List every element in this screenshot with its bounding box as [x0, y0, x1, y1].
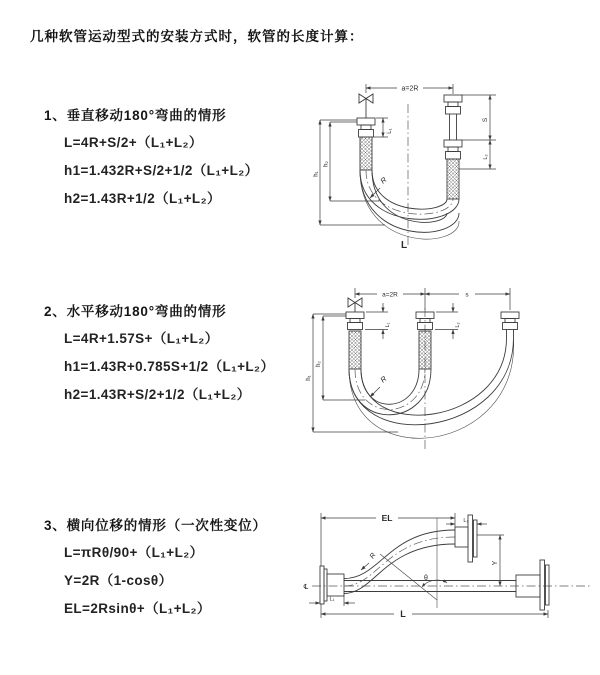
formula-h2: h2=1.43R+S/2+1/2（L₁+L₂） [64, 387, 251, 402]
dim-label-total-length: L [400, 240, 408, 251]
section-2-heading: 2、水平移动180°弯曲的情形 [44, 304, 227, 319]
dim-l1 [365, 303, 391, 339]
dim-l [321, 604, 548, 619]
dim-l1 [374, 118, 393, 137]
formula-L: L=4R+1.57S+（L₁+L₂） [64, 331, 219, 346]
left-flange-fitting [357, 118, 375, 170]
dim-l2 [483, 140, 490, 169]
moved-flange-fitting [501, 312, 519, 338]
section-1-heading: 1、垂直移动180°弯曲的情形 [44, 108, 227, 123]
section-vertical-movement [44, 104, 259, 208]
valve-icon [348, 298, 362, 312]
dim-label-l1: L₁ [329, 596, 335, 603]
hose-displaced-s-curve [344, 530, 455, 594]
dim-label-el: EL [381, 513, 393, 523]
right-flange-fitting [516, 560, 549, 610]
dim-l1 [309, 596, 355, 606]
dim-l2 [446, 518, 487, 524]
dim-y [477, 535, 504, 586]
dim-label-h1: h₁ [306, 375, 312, 381]
dim-label-R: R [378, 374, 389, 385]
dim-l2 [435, 303, 461, 339]
section-lateral-displacement [44, 514, 267, 618]
right-flange-fitting-positions [444, 95, 462, 199]
dim-a2r [366, 84, 453, 94]
dim-label-h2: h₂ [316, 361, 322, 367]
dim-label-R: R [378, 175, 389, 186]
diagram-vertical-180-bend [313, 72, 533, 254]
dim-label-l1: L₁ [385, 322, 391, 328]
radius-callout [361, 552, 378, 570]
dim-label-l2: L₂ [455, 322, 461, 328]
dim-s [459, 95, 496, 169]
section-3-heading: 3、横向位移的情形（一次性变位） [44, 518, 267, 533]
dim-h1 [314, 120, 386, 225]
diagram-lateral-displacement [298, 506, 596, 646]
formula-Y: Y=2R（1-cosθ） [64, 573, 173, 588]
dim-label-s: S [482, 117, 489, 123]
dim-a2r [355, 288, 510, 310]
radius-callout [370, 374, 389, 397]
dim-label-a2r: a=2R [401, 85, 419, 93]
formula-h1: h1=1.432R+S/2+1/2（L₁+L₂） [64, 163, 259, 178]
left-flange-fitting [346, 312, 364, 369]
hose-u-bend-arcs [360, 170, 459, 239]
diagram-horizontal-180-bend [303, 280, 551, 460]
dim-el [321, 513, 455, 566]
dim-label-R: R [368, 551, 378, 561]
centerline-symbol: ℄ [303, 584, 309, 591]
page-title: 几种软管运动型式的安装方式时，软管的长度计算： [30, 29, 364, 44]
formula-h2: h2=1.43R+1/2（L₁+L₂） [64, 191, 221, 206]
section-horizontal-movement [44, 300, 274, 404]
angle-theta-construction [380, 518, 447, 608]
dim-label-theta: θ [424, 575, 428, 582]
formula-L: L=πRθ/90+（L₁+L₂） [64, 545, 204, 560]
dim-label-h2: h₂ [323, 161, 330, 167]
dim-label-l2: L₂ [483, 154, 489, 160]
dim-label-l1: L₁ [387, 128, 393, 134]
formula-L: L=4R+S/2+（L₁+L₂） [64, 135, 203, 150]
dim-label-y: Y [492, 560, 499, 566]
dim-label-s: s [465, 291, 469, 299]
valve-icon [359, 94, 373, 118]
dim-label-a2r: a=2R [382, 291, 398, 299]
dim-label-h1: h₁ [313, 171, 320, 177]
dim-label-l2: L₂ [463, 518, 469, 524]
dim-label-total-length: L [400, 609, 406, 619]
formula-EL: EL=2Rsinθ+（L₁+L₂） [64, 601, 211, 616]
formula-h1: h1=1.43R+0.785S+1/2（L₁+L₂） [64, 359, 275, 374]
dim-s [425, 292, 510, 299]
